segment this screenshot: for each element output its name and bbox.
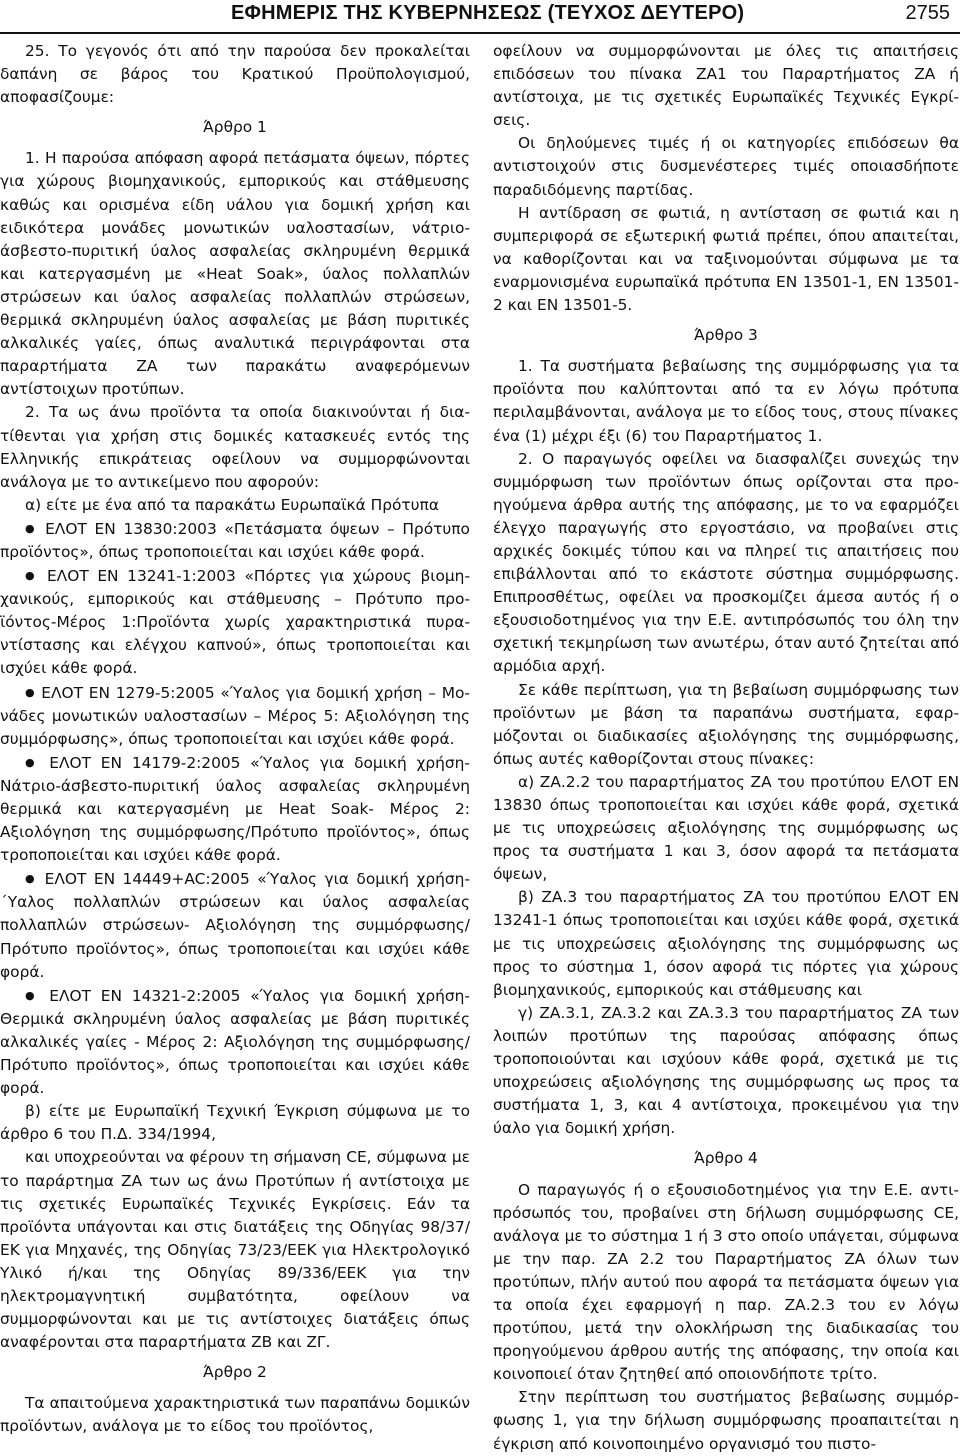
article-1-heading: Άρθρο 1 <box>203 118 267 137</box>
paragraph-3-3: Σε κάθε περίπτωση, για τη βεβαίωση συμμόρφωσης των προϊόντων με βάση τα παραπάνω συστήματα, εφαρμόζονται οι διαδικασίες αξιολόγησης της συμμόρφωσης, όπως αυτές καθορίζονται στους πίνακες: <box>493 680 959 768</box>
bullet-icon: ● <box>25 685 36 699</box>
paragraph-3-3a: α) ΖΑ.2.2 του παραρτήματος ΖΑ του προτύπου ΕΛΟΤ ΕΝ 13830 όπως τροποποιείται και ισχύει κάθε φορά, σχετικά με τις υποχρεώσεις αξιολόγησης της συμμόρφωσης ως προς τα συστήματα 1 και 3, όσον αφορά τα πετάσματα όψεων, <box>493 772 959 884</box>
bullet-icon: ● <box>25 988 40 1002</box>
paragraph-ce-marking: και υποχρεούνται να φέρουν τη σήμανση CE, σύμφωνα με το παράρτημα ΖΑ των ως άνω Προτύπων ή αντίστοιχα με τις σχετικές Ευρωπαϊκές Τεχνικές Εγκρίσεις. Εάν τα προϊόντα υπάγονται και στις διατάξεις της Οδηγίας 98/37/ΕΚ για Μηχανές, της Οδηγίας 73/23/ΕΕΚ για Ηλεκτρολογικό Υλικό ή/και της Οδηγίας 89/336/ΕΕΚ για την ηλεκτρομαγνητική συμβατότητα, οφείλουν να συμμορφώνονται και με τις αντίστοιχες διατάξεις όπως αναφέρονται στα παραρτήματα ΖΒ και ΖΓ. <box>0 1148 470 1352</box>
bullet-elot-13830 <box>0 517 470 564</box>
gazette-title: ΕΦΗΜΕΡΙΣ ΤΗΣ ΚΥΒΕΡΝΗΣΕΩΣ (ΤΕΥΧΟΣ ΔΕΥΤΕΡΟ) <box>231 2 745 24</box>
paragraph-4-2: Στην περίπτωση του συστήματος βεβαίωσης συμμόρφωσης 1, για την δήλωση συμμόρφωσης προαπαιτείται η έγκριση από κοινοποιημένο οργανισμό του πιστο- <box>493 1388 959 1453</box>
bullet-icon: ● <box>25 521 38 535</box>
paragraph-3-2: 2. Ο παραγωγός οφείλει να διασφαλίζει συνεχώς την συμμόρφωση των προϊόντων όπως ορίζονται στα προηγούμενα άρθρα αυτής της απόφασης, με το να εφαρμόζει έλεγχο παραγωγής στο εργοστάσιο, να προβαίνει στις αρχικές δοκιμές τύπου και να πληρεί τις απαιτήσεις που επιβάλλονται από το εκάστοτε σύστημα συμμόρφωσης. Επιπροσθέτως, οφείλει να προσκομίζει άμεσα αυτός ή ο εξουσιοδοτημένος για την Ε.Ε. αντιπρόσωπός του όλη την σχετική τεκμηρίωση των ανωτέρω, όταν αυτό ζητείται από αρμόδια αρχή. <box>493 449 959 676</box>
bullet-text: ΕΛΟΤ ΕΝ 14449+AC:2005 «Ύαλος για δομική χρήση-΄Υαλος πολλαπλών στρώσεων και ύαλος ασφαλείας πολλαπλών στρώσεων- Αξιολόγηση της συμμόρφωσης/ Πρότυπο προϊόντος», όπως τροποποιείται και ισχύει κάθε φορά. <box>0 870 470 981</box>
bullet-text: ΕΛΟΤ ΕΝ 1279-5:2005 «Ύαλος για δομική χρήση – Μονάδες μονωτικών υαλοστασίων – Μέρος 5: Αξιολόγηση της συμμόρφωσης», όπως τροποποιείται και ισχύει κάθε φορά. <box>0 683 470 748</box>
paragraph-2-2: Οι δηλούμενες τιμές ή οι κατηγορίες επιδόσεων θα αντιστοιχούν στις δυσμενέστερες τιμές οποιασδήποτε παραδιδόμενης παρτίδας. <box>493 134 959 199</box>
page-header <box>0 0 960 32</box>
bullet-elot-14321 <box>0 984 470 1100</box>
paragraph-4-1: Ο παραγωγός ή ο εξουσιοδοτημένος για την Ε.Ε. αντιπρόσωπός του, προβαίνει στη δήλωση συμμόρφωσης CE, ανάλογα με το σύστημα 1 ή 3 στο οποίο υπάγεται, σύμφωνα με την παρ. ΖΑ 2.2 του Παραρτήματος ΖΑ όλων των προτύπων, πλήν αυτού που αφορά τα πετάσματα όψεων για τα οποία έχει εφαρμογή η παρ. ΖΑ.2.3 του εν λόγω προτύπου, μετά την ολοκλήρωση της διαδικασίας του προηγούμενου άρθρου αυτής της απόφασης, την οποία και κοινοποιεί όταν ζητηθεί από οποιονδήποτε τρίτο. <box>493 1180 959 1384</box>
article-3-heading: Άρθρο 3 <box>694 326 758 345</box>
header-rule <box>0 32 960 34</box>
paragraph-3-3c: γ) ΖΑ.3.1, ΖΑ.3.2 και ΖΑ.3.3 του παραρτήματος ΖΑ των λοιπών προτύπων της παρούσας απόφασης όπως τροποποιούνται και ισχύουν κάθε φορά, σχετικά με τις υποχρεώσεις αξιολόγησης της συμμόρφωσης ως προς τα συστήματα 1, 3, και 4 αντίστοιχα, προκειμένου για την ύαλο για δομική χρήση. <box>493 1003 959 1138</box>
article-2-heading: Άρθρο 2 <box>203 1363 267 1382</box>
bullet-icon: ● <box>25 755 40 769</box>
paragraph-1-2b: β) είτε με Ευρωπαϊκή Τεχνική Έγκριση σύμφωνα με το άρθρο 6 του Π.Δ. 334/1994, <box>0 1102 470 1144</box>
bullet-text: ΕΛΟΤ ΕΝ 13241-1:2003 «Πόρτες για χώρους βιομηχανικούς, εμπορικούς και στάθμευσης – Πρότυπο προϊόντος-Μέρος 1:Προϊόντα χωρίς χαρακτηριστικά πυραντίστασης και ελέγχου καπνού», όπως τροποποιείται και ισχύει κάθε φορά. <box>0 567 470 678</box>
bullet-icon: ● <box>25 569 39 583</box>
page-number: 2755 <box>905 2 950 24</box>
paragraph-2-3: Η αντίδραση σε φωτιά, η αντίσταση σε φωτιά και η συμπεριφορά σε εξωτερική φωτιά πρέπει, όπου απαιτείται, να καθορίζονται και να ταξινομούνται σύμφωνα με τα εναρμονισμένα ευρωπαϊκά πρότυπα ΕΝ 13501-1, ΕΝ 13501-2 και ΕΝ 13501-5. <box>493 203 959 315</box>
paragraph-1-2: 2. Τα ως άνω προϊόντα τα οποία διακινούνται ή διατίθενται για χρήση στις δομικές κατασκευές εντός της Ελληνικής επικράτειας οφείλουν να συμμορφώνονται ανάλογα με το αντικείμενο που αφορούν: <box>0 403 470 491</box>
article-4-heading: Άρθρο 4 <box>694 1149 758 1168</box>
bullet-elot-14449 <box>0 867 470 983</box>
paragraph-1-2a: α) είτε με ένα από τα παρακάτω Ευρωπαϊκά Πρότυπα <box>25 495 439 514</box>
bullet-elot-13241 <box>0 564 470 680</box>
right-column <box>493 40 959 1456</box>
bullet-text: ΕΛΟΤ ΕΝ 13830:2003 «Πετάσματα όψεων – Πρότυπο προϊόντος», όπως τροποποιείται και ισχύει κάθε φορά. <box>0 519 470 561</box>
bullet-elot-1279 <box>0 681 470 751</box>
paragraph-3-3b: β) ΖΑ.3 του παραρτήματος ΖΑ του προτύπου ΕΛΟΤ ΕΝ 13241-1 όπως τροποποιείται και ισχύει κάθε φορά, σχετικά με τις υποχρεώσεις αξιολόγησης της συμμόρφωσης ως προς το σύστημα 1, όσον αφορά τις πόρτες για χώρους βιομηχανικούς, εμπορικούς και στάθμευσης και <box>493 888 959 999</box>
paragraph-intro: 25. Το γεγονός ότι από την παρούσα δεν προκαλείται δαπάνη σε βάρος του Κρατικού Προϋπολογισμού, αποφασίζουμε: <box>0 42 470 107</box>
bullet-icon: ● <box>25 872 38 886</box>
bullet-text: ΕΛΟΤ ΕΝ 14321-2:2005 «Ύαλος για δομική χρήση-Θερμικά σκληρυμένη ύαλος ασφαλείας με βάση πυριτικές αλκαλικές γαίες - Μέρος 2: Αξιολόγηση της συμμόρφωσης/Πρότυπο προϊόντος», όπως τροποποιείται και ισχύει κάθε φορά. <box>0 986 470 1098</box>
bullet-elot-14179 <box>0 751 470 867</box>
left-column <box>0 40 470 1439</box>
paragraph-1-1: 1. Η παρούσα απόφαση αφορά πετάσματα όψεων, πόρτες για χώρους βιομηχανικούς, εμπορικούς και στάθμευσης καθώς και ορισμένα είδη υάλου για δομική χρήση και ειδικότερα μονάδες μονωτικών υαλοστασίων, νάτριο-άσβεστο-πυριτική ύαλος ασφαλείας σκληρυμένη θερμικά και κατεργασμένη με «Heat Soak», ύαλος πολλαπλών στρώσεων και ύαλος ασφαλείας πολλαπλών στρώσεων, θερμικά σκληρυμένη ύαλος ασφαλείας με βάση πυριτικές αλκαλικές γαίες, όπως αναλυτικά περιγράφονται στα παραρτήματα ΖΑ των παρακάτω αναφερόμενων αντίστοιχων προτύπων. <box>0 149 470 399</box>
paragraph-2-1: Τα απαιτούμενα χαρακτηριστικά των παραπάνω δομικών προϊόντων, ανάλογα με το είδος του προϊόντος, <box>0 1394 470 1436</box>
bullet-text: ΕΛΟΤ ΕΝ 14179-2:2005 «Ύαλος για δομική χρήση-Νάτριο-άσβεστο-πυριτική ύαλος ασφαλείας σκληρυμένη θερμικά και κατεργασμένη με Heat Soak- Μέρος 2: Αξιολόγηση της συμμόρφωσης/Πρότυπο προϊόντος», όπως τροποποιείται και ισχύει κάθε φορά. <box>0 753 470 865</box>
paragraph-3-1: 1. Τα συστήματα βεβαίωσης της συμμόρφωσης για τα προϊόντα που καλύπτονται από τα εν λόγω πρότυπα περιλαμβάνονται, ανάλογα με το είδος τους, στους πίνακες ένα (1) μέχρι έξι (6) του Παραρτήματος 1. <box>493 357 959 445</box>
paragraph-2-cont: οφείλουν να συμμορφώνονται με όλες τις απαιτήσεις επιδόσεων του πίνακα ΖΑ1 του Παραρτήματος ΖΑ ή αντίστοιχα, με τις σχετικές Ευρωπαϊκές Τεχνικές Εγκρίσεις. <box>493 42 959 130</box>
